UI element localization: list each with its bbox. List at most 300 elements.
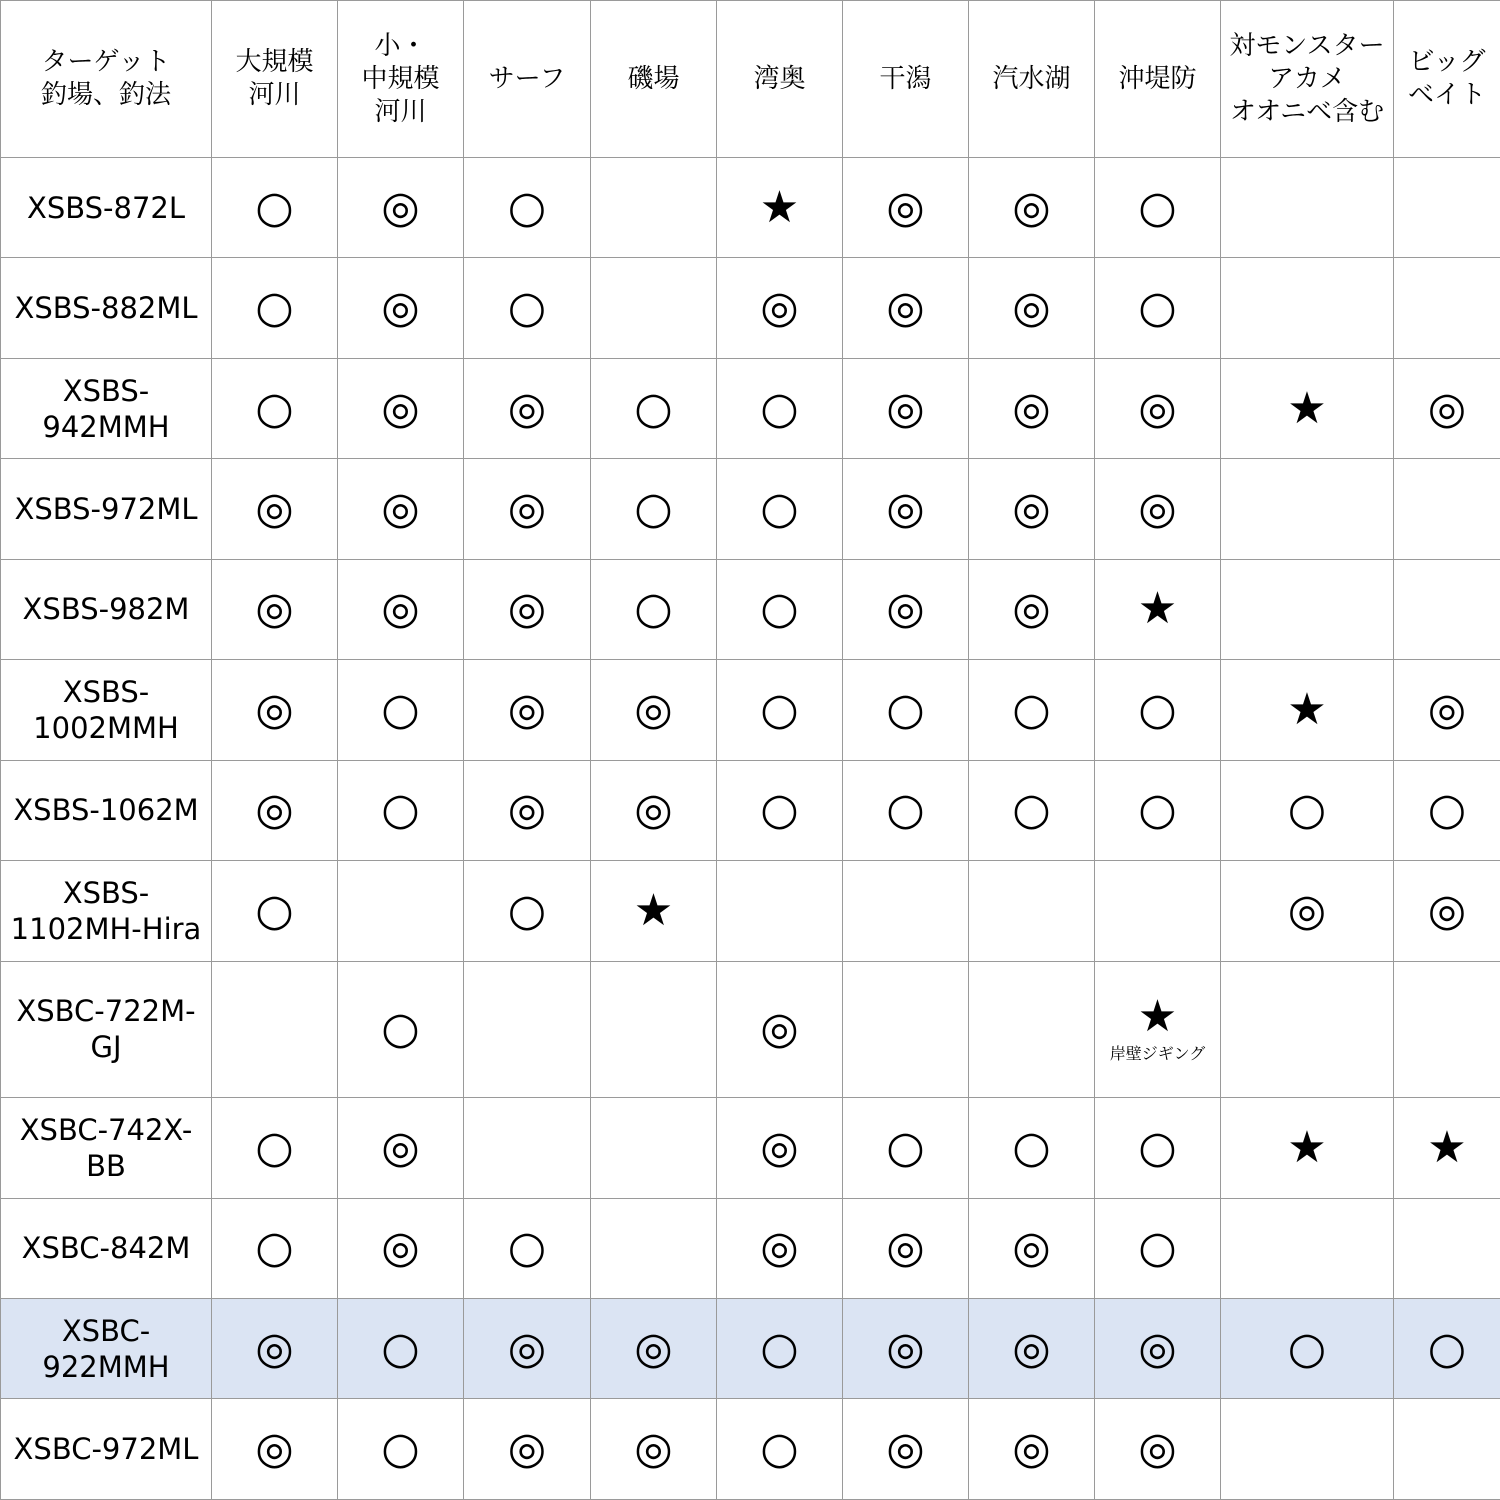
rating-cell — [338, 459, 464, 559]
rating-mark: ◎ — [1427, 884, 1467, 936]
rating-cell — [212, 258, 338, 358]
rating-mark: ○ — [1287, 1322, 1327, 1374]
rating-cell — [591, 1098, 717, 1198]
rating-cell — [591, 1298, 717, 1398]
table-row — [1, 1098, 1500, 1198]
rating-cell — [843, 1198, 969, 1298]
column-header-line: 干潟 — [879, 63, 932, 94]
rating-cell — [969, 559, 1095, 659]
rating-cell — [338, 1399, 464, 1500]
table-row — [1, 861, 1500, 961]
table-row — [1, 1298, 1500, 1398]
rating-mark: ★ — [633, 884, 674, 936]
rating-cell — [1221, 258, 1394, 358]
rating-mark: ★ — [1287, 1121, 1327, 1173]
rating-mark: ◎ — [634, 784, 673, 836]
rating-cell — [212, 1198, 338, 1298]
rating-cell — [338, 861, 464, 961]
rating-mark: ◎ — [507, 583, 547, 635]
table-row — [1, 158, 1500, 258]
model-name-cell — [1, 861, 212, 961]
rating-cell — [591, 158, 717, 258]
column-header-line: 釣場、釣法 — [40, 80, 171, 110]
rating-mark: ○ — [507, 181, 547, 233]
model-name-line: XSBS-872L — [26, 190, 186, 225]
model-name-line: XSBS-1062M — [13, 793, 199, 828]
rating-mark: ○ — [1427, 784, 1467, 836]
rating-cell — [1095, 1098, 1221, 1198]
rating-cell — [212, 760, 338, 860]
rating-cell — [969, 1198, 1095, 1298]
rating-cell — [1394, 559, 1500, 659]
column-header-line: サーフ — [488, 63, 566, 94]
rating-cell — [843, 559, 969, 659]
rating-mark: ◎ — [886, 1322, 925, 1374]
rating-mark: ◎ — [760, 1121, 799, 1173]
rating-cell — [1221, 158, 1394, 258]
rating-cell — [338, 1298, 464, 1398]
rating-mark: ◎ — [1138, 382, 1177, 434]
rating-mark: ◎ — [1427, 382, 1467, 434]
rating-cell — [1394, 358, 1500, 458]
rating-mark: ○ — [760, 382, 799, 434]
rating-cell — [717, 559, 843, 659]
rating-cell — [212, 861, 338, 961]
rating-cell — [464, 358, 591, 458]
rating-mark: ○ — [760, 1322, 799, 1374]
rating-mark: ◎ — [255, 1423, 294, 1475]
rating-mark: ○ — [634, 483, 673, 535]
rating-mark: ◎ — [1012, 483, 1051, 535]
rating-cell — [1095, 760, 1221, 860]
rating-mark: ◎ — [760, 282, 799, 334]
rating-cell — [1095, 861, 1221, 961]
rating-cell — [212, 961, 338, 1098]
rating-cell — [338, 961, 464, 1098]
rating-cell — [212, 158, 338, 258]
rating-cell — [464, 459, 591, 559]
column-header-line: 河川 — [248, 80, 301, 110]
rating-cell — [843, 660, 969, 760]
rating-cell — [843, 1098, 969, 1198]
model-name-line: 942MMH — [42, 409, 170, 444]
rating-mark: ◎ — [507, 483, 547, 535]
rating-mark: ◎ — [886, 282, 925, 334]
column-header — [591, 1, 717, 158]
model-name-cell — [1, 158, 212, 258]
rating-mark: ○ — [1138, 784, 1177, 836]
rating-cell — [1394, 861, 1500, 961]
rating-cell — [969, 1298, 1095, 1398]
rating-cell — [1394, 961, 1500, 1098]
model-name-line: XSBS-972ML — [14, 492, 198, 527]
model-name-line: XSBS-882ML — [14, 291, 198, 326]
column-header-line: 大規模 — [235, 47, 314, 77]
model-name-cell — [1, 459, 212, 559]
rating-cell — [338, 258, 464, 358]
rating-cell — [843, 158, 969, 258]
table-row — [1, 660, 1500, 760]
rating-mark: ◎ — [1012, 1322, 1051, 1374]
rating-cell — [1394, 459, 1500, 559]
rating-cell — [1095, 1298, 1221, 1398]
model-name-cell — [1, 760, 212, 860]
rating-mark: ◎ — [507, 1423, 547, 1475]
rating-mark: ○ — [634, 382, 673, 434]
rating-cell — [843, 861, 969, 961]
rating-mark: ◎ — [507, 683, 547, 735]
rating-mark: ○ — [1287, 784, 1327, 836]
rating-cell — [591, 258, 717, 358]
rating-cell — [1394, 1298, 1500, 1398]
rating-mark: ○ — [1012, 784, 1051, 836]
model-name-line: XSBC- — [61, 1313, 151, 1348]
rating-mark: ◎ — [255, 583, 294, 635]
rating-cell — [843, 258, 969, 358]
rating-mark: ◎ — [381, 1121, 420, 1173]
rating-mark: ○ — [381, 1423, 420, 1475]
rating-cell — [1221, 1098, 1394, 1198]
rating-cell — [1095, 559, 1221, 659]
rating-mark: ○ — [255, 382, 294, 434]
rating-mark: ○ — [255, 181, 294, 233]
rating-cell — [1221, 559, 1394, 659]
rating-mark: ◎ — [255, 784, 294, 836]
rating-cell — [1221, 961, 1394, 1098]
rating-cell — [464, 1198, 591, 1298]
rating-mark: ◎ — [1287, 884, 1327, 936]
model-name-cell — [1, 660, 212, 760]
column-header — [1095, 1, 1221, 158]
rating-mark: ◎ — [886, 483, 925, 535]
rating-cell — [464, 1298, 591, 1398]
rating-cell — [1095, 459, 1221, 559]
rating-mark: ○ — [1012, 683, 1051, 735]
rating-cell — [1394, 258, 1500, 358]
rating-cell — [591, 1198, 717, 1298]
rating-cell — [1394, 1098, 1500, 1198]
rating-mark: ○ — [634, 583, 673, 635]
rating-cell — [1394, 158, 1500, 258]
rating-mark: ○ — [886, 1121, 925, 1173]
model-name-cell — [1, 961, 212, 1098]
rating-cell — [1221, 1298, 1394, 1398]
rating-cell — [1221, 1399, 1394, 1500]
rating-mark: ◎ — [886, 1222, 925, 1274]
model-name-line: XSBS-982M — [22, 592, 190, 627]
column-header-line: アカメ — [1268, 63, 1346, 94]
rating-mark: ○ — [381, 683, 420, 735]
rating-cell — [969, 358, 1095, 458]
column-header-line: 汽水湖 — [992, 63, 1071, 94]
column-header — [1, 1, 212, 158]
column-header — [212, 1, 338, 158]
rating-cell — [338, 1098, 464, 1198]
rating-cell — [464, 258, 591, 358]
column-header — [843, 1, 969, 158]
rating-mark: ○ — [381, 1003, 420, 1055]
rating-cell — [338, 358, 464, 458]
model-name-line: XSBS- — [62, 373, 150, 408]
rating-mark: ★ — [1137, 583, 1178, 635]
model-name-line: BB — [86, 1148, 126, 1183]
rating-note: 岸壁ジギング — [1109, 1044, 1206, 1064]
rating-mark: ◎ — [381, 483, 420, 535]
header-row — [1, 1, 1500, 158]
model-name-cell — [1, 1098, 212, 1198]
model-name-cell — [1, 358, 212, 458]
rating-cell — [1095, 1198, 1221, 1298]
rating-mark: ○ — [381, 784, 420, 836]
rating-mark: ◎ — [1138, 1423, 1177, 1475]
rating-mark: ◎ — [381, 282, 420, 334]
rating-cell — [1095, 358, 1221, 458]
rating-mark: ◎ — [1012, 181, 1051, 233]
rating-cell — [464, 961, 591, 1098]
rating-cell — [1095, 961, 1221, 1098]
rating-mark: ◎ — [381, 583, 420, 635]
model-name-line: XSBC-972ML — [13, 1432, 199, 1467]
rating-mark: ◎ — [1138, 1322, 1177, 1374]
rating-cell — [591, 1399, 717, 1500]
rating-cell — [464, 861, 591, 961]
table-row — [1, 1198, 1500, 1298]
rating-cell — [1394, 760, 1500, 860]
rating-mark: ◎ — [760, 1222, 799, 1274]
rating-cell — [591, 358, 717, 458]
rating-mark: ◎ — [1012, 1222, 1051, 1274]
rating-mark: ○ — [760, 483, 799, 535]
rating-mark: ○ — [1138, 181, 1177, 233]
rating-mark: ◎ — [507, 784, 547, 836]
table-row — [1, 459, 1500, 559]
rating-mark: ○ — [886, 784, 925, 836]
rating-cell — [212, 1298, 338, 1398]
column-header-line: ターゲット — [41, 47, 171, 77]
table-row — [1, 258, 1500, 358]
rating-cell — [969, 1098, 1095, 1198]
model-name-line: 1102MH-Hira — [10, 911, 202, 946]
rating-mark: ◎ — [1138, 483, 1177, 535]
table-header — [1, 1, 1500, 158]
rating-mark: ○ — [886, 683, 925, 735]
rating-mark: ★ — [1287, 382, 1327, 434]
rating-cell — [338, 559, 464, 659]
rating-cell — [717, 1098, 843, 1198]
rating-cell — [1095, 660, 1221, 760]
rating-cell — [591, 660, 717, 760]
rating-cell — [717, 158, 843, 258]
rating-mark: ◎ — [886, 382, 925, 434]
rating-cell — [1221, 459, 1394, 559]
rating-mark: ★ — [759, 181, 800, 233]
column-header-line: 湾奥 — [753, 63, 806, 94]
rating-mark: ◎ — [1012, 1423, 1051, 1475]
rating-mark: ◎ — [255, 1322, 294, 1374]
column-header-line: 磯場 — [627, 63, 680, 94]
rating-mark: ◎ — [634, 1423, 673, 1475]
rating-cell — [843, 961, 969, 1098]
model-name-line: XSBS- — [62, 674, 150, 709]
model-name-line: XSBC-722M- — [16, 994, 196, 1029]
rating-cell — [212, 358, 338, 458]
rating-cell — [717, 961, 843, 1098]
rating-cell — [1221, 1198, 1394, 1298]
rating-mark: ○ — [255, 884, 294, 936]
rating-cell — [969, 158, 1095, 258]
model-name-line: XSBC-742X- — [19, 1112, 193, 1147]
rating-mark: ◎ — [381, 1222, 420, 1274]
rating-mark: ◎ — [1012, 583, 1051, 635]
rating-cell — [1095, 258, 1221, 358]
rating-mark: ◎ — [381, 181, 420, 233]
column-header-line: ビッグ — [1408, 47, 1486, 77]
rating-cell — [1095, 158, 1221, 258]
rating-cell — [969, 1399, 1095, 1500]
rating-mark: ◎ — [634, 683, 673, 735]
column-header-line: 対モンスター — [1229, 30, 1385, 61]
rating-cell — [338, 660, 464, 760]
rating-mark: ○ — [1138, 1222, 1177, 1274]
rating-mark: ○ — [1427, 1322, 1467, 1374]
column-header — [1221, 1, 1394, 158]
model-name-line: 1002MMH — [33, 710, 179, 745]
rating-cell — [969, 258, 1095, 358]
rating-cell — [717, 258, 843, 358]
rating-mark: ◎ — [1427, 683, 1467, 735]
column-header-line: 河川 — [374, 96, 427, 127]
rating-cell — [591, 861, 717, 961]
rating-cell — [843, 760, 969, 860]
table-row — [1, 961, 1500, 1098]
rating-cell — [591, 961, 717, 1098]
rating-cell — [717, 1198, 843, 1298]
table-row — [1, 358, 1500, 458]
rating-cell — [843, 1298, 969, 1398]
rating-cell — [843, 1399, 969, 1500]
rating-cell — [338, 1198, 464, 1298]
model-name-line: 922MMH — [42, 1349, 170, 1384]
table-row — [1, 1399, 1500, 1500]
table-body — [1, 158, 1500, 1500]
rating-mark: ○ — [381, 1322, 420, 1374]
rating-mark: ◎ — [1012, 382, 1051, 434]
rating-cell — [464, 1399, 591, 1500]
rating-mark: ★ — [1137, 991, 1178, 1043]
rating-mark: ○ — [760, 583, 799, 635]
rating-mark: ◎ — [760, 1003, 799, 1055]
rating-cell — [464, 660, 591, 760]
rating-cell — [591, 459, 717, 559]
table-row — [1, 559, 1500, 659]
model-name-cell — [1, 1399, 212, 1500]
rating-cell — [1221, 358, 1394, 458]
rating-cell — [1221, 861, 1394, 961]
column-header — [338, 1, 464, 158]
rating-cell — [1394, 1399, 1500, 1500]
rating-cell — [212, 1098, 338, 1198]
model-name-cell — [1, 559, 212, 659]
rating-cell — [212, 1399, 338, 1500]
rating-cell — [1394, 1198, 1500, 1298]
column-header-line: ベイト — [1407, 80, 1486, 110]
rating-cell — [1095, 1399, 1221, 1500]
table-row — [1, 760, 1500, 860]
rating-cell — [717, 760, 843, 860]
rating-mark: ◎ — [1012, 282, 1051, 334]
column-header-line: 小・ — [374, 30, 427, 61]
rating-cell — [843, 358, 969, 458]
model-name-cell — [1, 1198, 212, 1298]
rating-cell — [1394, 660, 1500, 760]
rating-cell — [1221, 660, 1394, 760]
rating-cell — [464, 559, 591, 659]
rating-cell — [591, 760, 717, 860]
rating-cell — [338, 158, 464, 258]
rating-mark: ○ — [507, 282, 547, 334]
rating-mark: ○ — [507, 884, 547, 936]
rating-mark: ○ — [1138, 282, 1177, 334]
rating-mark: ◎ — [886, 1423, 925, 1475]
rating-cell — [717, 1298, 843, 1398]
rating-cell — [464, 1098, 591, 1198]
rating-cell — [717, 459, 843, 559]
rating-cell — [1221, 760, 1394, 860]
rating-mark: ○ — [760, 1423, 799, 1475]
column-header-line: 沖堤防 — [1118, 63, 1197, 94]
rating-cell — [212, 459, 338, 559]
rating-mark: ◎ — [634, 1322, 673, 1374]
rating-cell — [717, 660, 843, 760]
rating-mark: ○ — [255, 282, 294, 334]
rating-cell — [717, 358, 843, 458]
rating-mark: ◎ — [255, 483, 294, 535]
rating-mark: ○ — [255, 1121, 294, 1173]
rating-mark: ◎ — [886, 181, 925, 233]
rating-cell — [969, 660, 1095, 760]
rating-cell — [338, 760, 464, 860]
rating-mark: ○ — [760, 784, 799, 836]
model-name-cell — [1, 1298, 212, 1398]
rating-cell — [969, 961, 1095, 1098]
rating-mark: ★ — [1287, 683, 1327, 735]
column-header — [969, 1, 1095, 158]
rating-cell — [591, 559, 717, 659]
rating-cell — [969, 760, 1095, 860]
model-name-line: GJ — [90, 1030, 122, 1065]
rating-cell — [969, 459, 1095, 559]
rating-mark: ◎ — [507, 1322, 547, 1374]
column-header — [464, 1, 591, 158]
rating-cell — [464, 760, 591, 860]
rating-mark: ○ — [760, 683, 799, 735]
model-name-line: XSBS- — [62, 875, 150, 910]
column-header — [717, 1, 843, 158]
rating-mark: ○ — [255, 1222, 294, 1274]
rating-mark: ○ — [1012, 1121, 1051, 1173]
rating-mark: ○ — [507, 1222, 547, 1274]
rating-cell — [717, 1399, 843, 1500]
rating-mark: ★ — [1427, 1121, 1467, 1173]
column-header-line: 中規模 — [361, 63, 440, 94]
rating-mark: ○ — [1138, 1121, 1177, 1173]
rating-cell — [212, 559, 338, 659]
rating-cell — [717, 861, 843, 961]
rating-cell — [843, 459, 969, 559]
model-name-cell — [1, 258, 212, 358]
column-header — [1394, 1, 1500, 158]
rating-cell — [969, 861, 1095, 961]
